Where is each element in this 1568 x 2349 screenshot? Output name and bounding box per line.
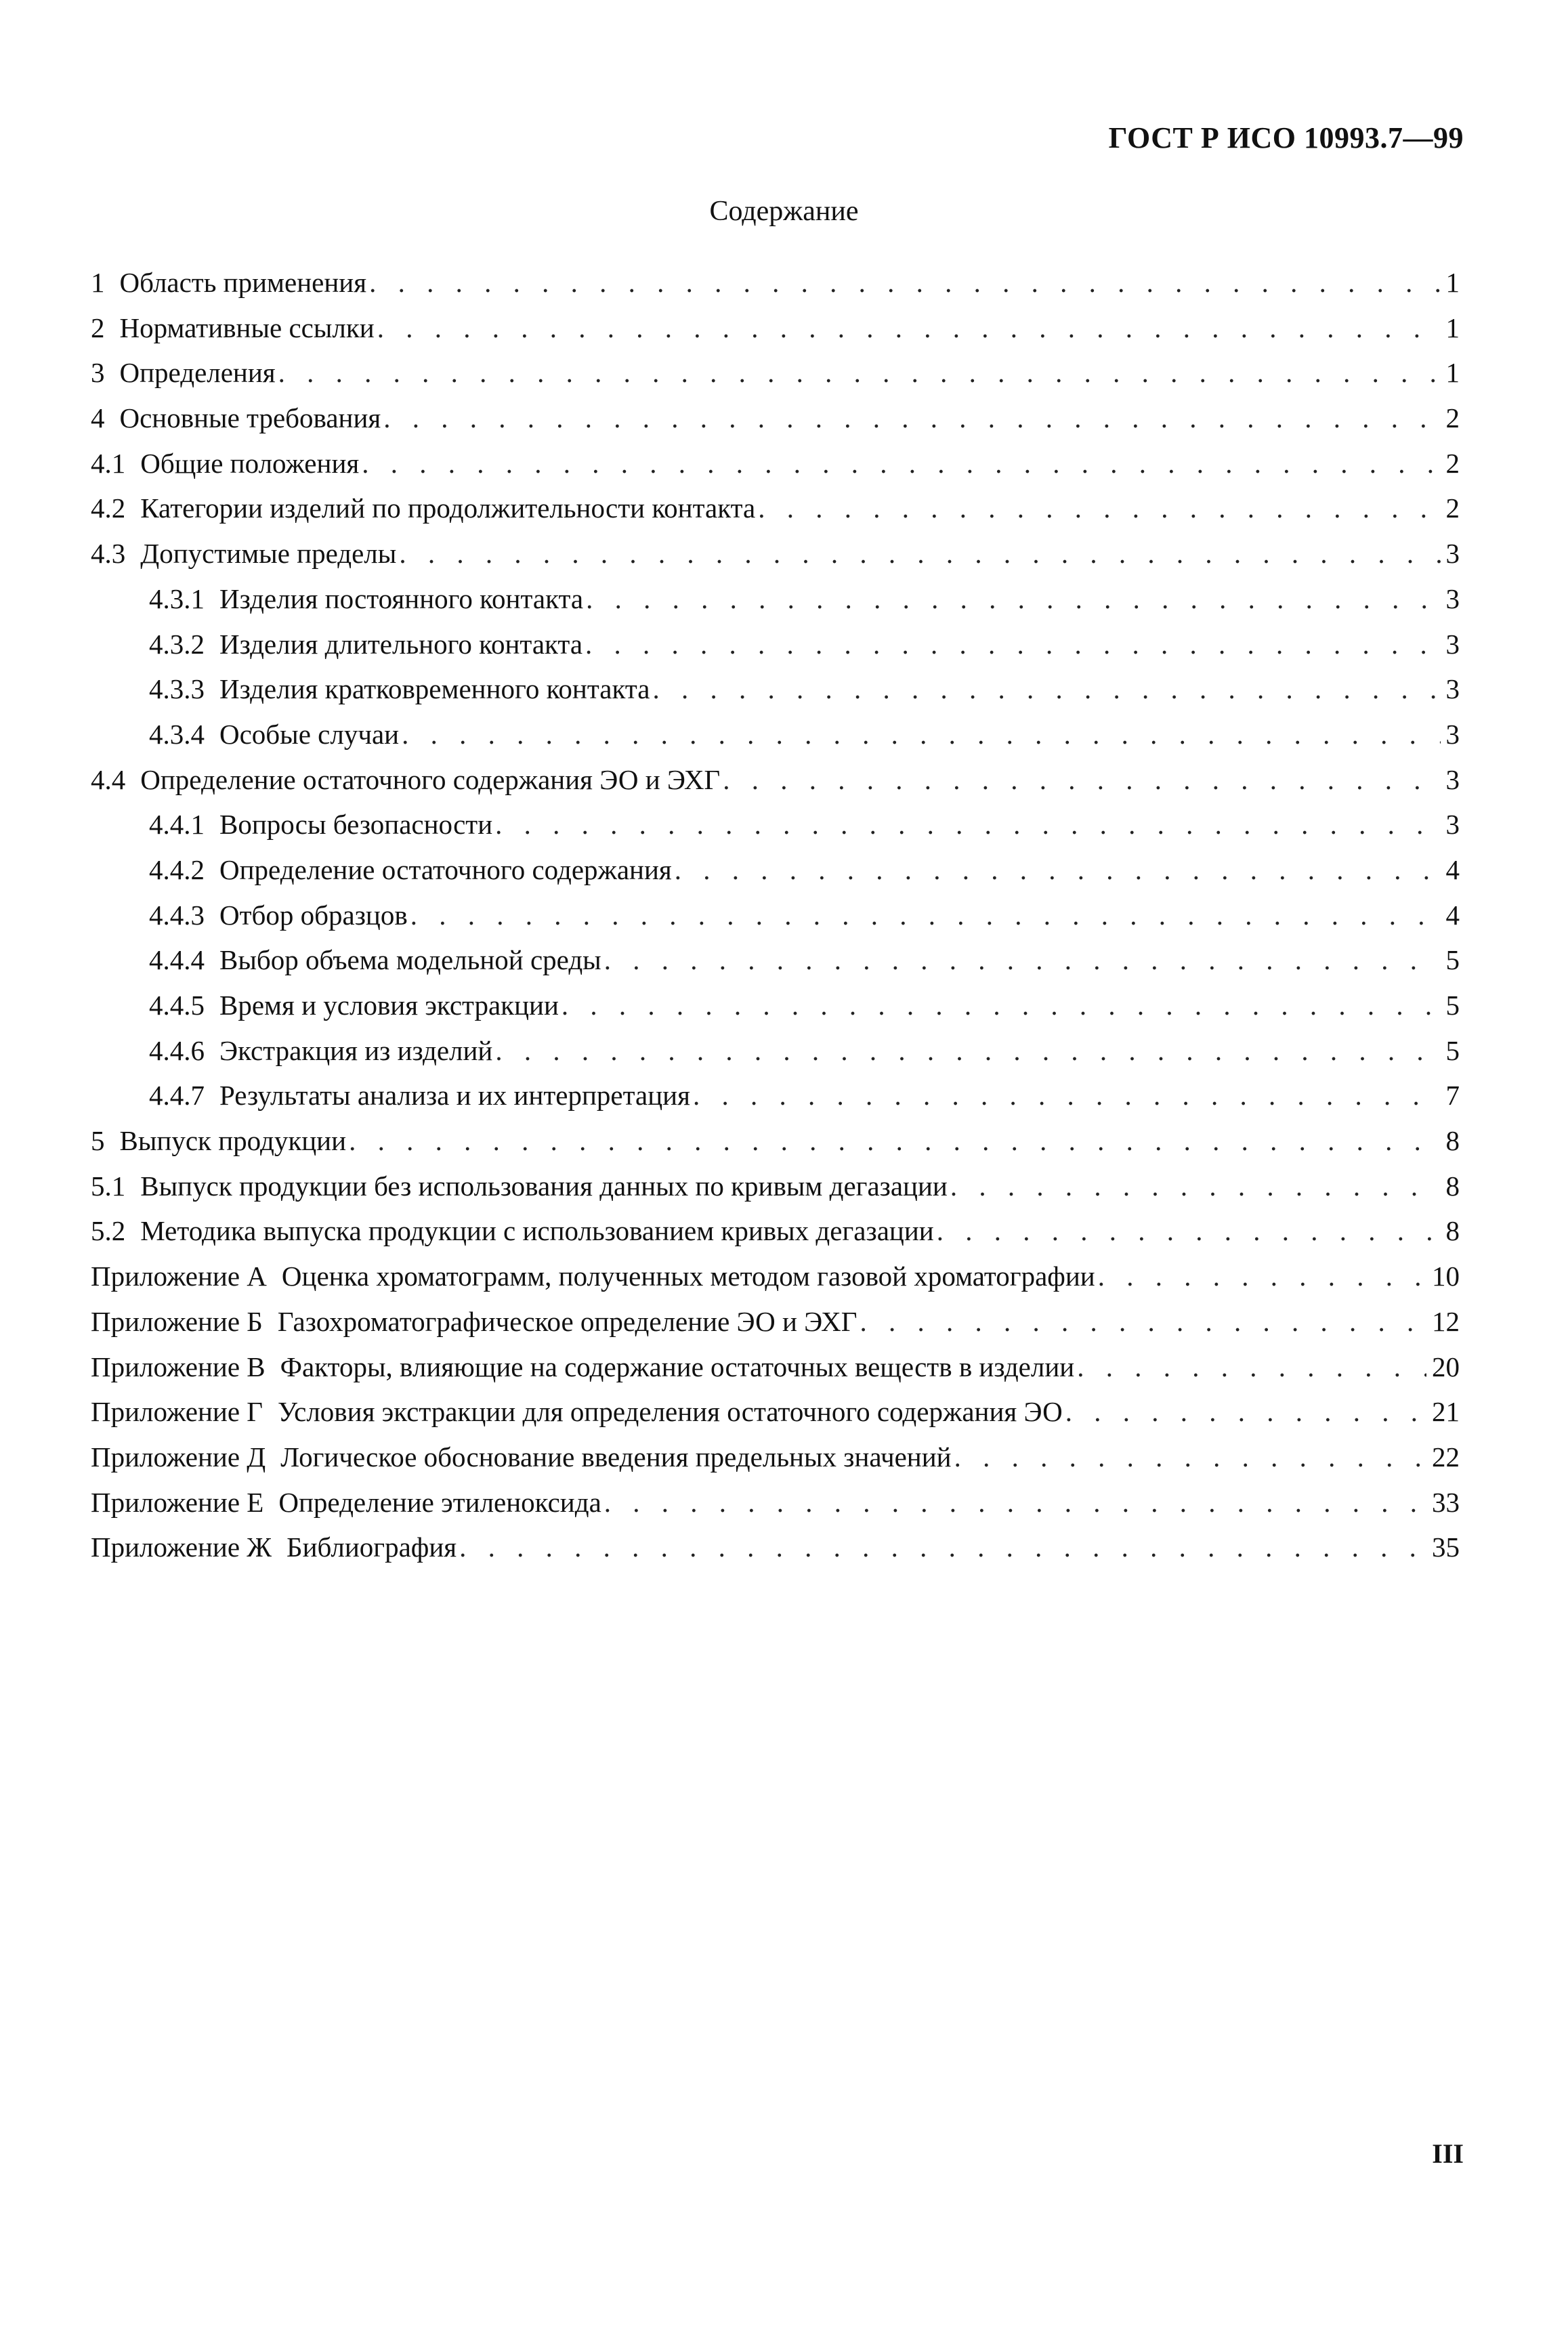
toc-entry-number: 5 — [91, 1125, 105, 1157]
toc-dot-leader — [937, 1208, 1441, 1254]
toc-entry[interactable] — [91, 1208, 1460, 1254]
toc-entry-label: Область применения — [119, 267, 367, 298]
toc-entry[interactable] — [91, 983, 1460, 1028]
toc-entry-number: 4.4.7 — [149, 1080, 205, 1112]
toc-entry-page: 1 — [1445, 312, 1460, 343]
toc-dot-leader — [693, 1073, 1441, 1118]
toc-dot-leader — [675, 847, 1441, 893]
toc-entry[interactable] — [91, 1028, 1460, 1074]
toc-entry-label: Вопросы безопасности — [219, 809, 493, 841]
toc-dot-leader — [402, 712, 1440, 757]
toc-entry[interactable] — [91, 712, 1460, 757]
toc-dot-leader — [1077, 1345, 1426, 1390]
toc-dot-leader — [459, 1525, 1426, 1570]
toc-entry-page: 8 — [1445, 1125, 1460, 1157]
toc-entry-number: 4.4.1 — [149, 809, 205, 841]
toc-entry-page: 20 — [1432, 1351, 1460, 1382]
toc-entry-number: 4.3.2 — [149, 628, 205, 660]
toc-entry-number: 4.2 — [91, 492, 126, 524]
toc-entry-page: 3 — [1445, 538, 1460, 570]
toc-dot-leader — [377, 305, 1441, 351]
toc-entry[interactable] — [91, 937, 1460, 983]
toc-entry-label: Газохроматографическое определение ЭО и ЭХГ — [277, 1305, 857, 1337]
toc-entry[interactable] — [91, 1525, 1460, 1570]
page-number: III — [1432, 2138, 1464, 2169]
toc-entry[interactable] — [91, 486, 1460, 531]
toc-title: Содержание — [709, 196, 859, 227]
toc-entry-page: 3 — [1445, 673, 1460, 705]
toc-entry-number: 4.3.3 — [149, 673, 205, 705]
toc-entry-label: Особые случаи — [219, 718, 400, 750]
toc-entry-page: 35 — [1432, 1531, 1460, 1563]
toc-entry-label: Категории изделий по продолжительности контакта — [140, 492, 756, 524]
toc-entry-number: 4.1 — [91, 447, 126, 479]
toc-entry-number: Приложение Г — [91, 1396, 263, 1428]
toc-entry[interactable] — [91, 350, 1460, 396]
toc-entry[interactable] — [91, 260, 1460, 305]
toc-entry[interactable] — [91, 1480, 1460, 1525]
toc-dot-leader — [1065, 1389, 1426, 1435]
toc-entry[interactable] — [91, 1299, 1460, 1345]
toc-entry-page: 4 — [1445, 853, 1460, 885]
toc-entry-page: 3 — [1445, 628, 1460, 660]
toc-entry-number: 4.3.1 — [149, 583, 205, 614]
toc-entry-number: 4.4 — [91, 763, 126, 795]
toc-entry-page: 2 — [1445, 447, 1460, 479]
toc-entry-page: 12 — [1432, 1305, 1460, 1337]
toc-entry-label: Выпуск продукции без использования данных по кривым дегазации — [140, 1170, 948, 1202]
toc-entry-label: Допустимые пределы — [140, 538, 397, 570]
toc-entry-label: Результаты анализа и их интерпретация — [219, 1080, 690, 1112]
toc-dot-leader — [495, 1028, 1440, 1074]
toc-dot-leader — [604, 937, 1441, 983]
toc-entry-page: 3 — [1445, 809, 1460, 841]
toc-entry-page: 5 — [1445, 1034, 1460, 1066]
toc-entry-page: 22 — [1432, 1441, 1460, 1473]
toc-dot-leader — [349, 1118, 1440, 1164]
toc-entry-label: Выбор объема модельной среды — [219, 944, 601, 976]
toc-entry[interactable] — [91, 1345, 1460, 1390]
toc-entry-number: 3 — [91, 357, 105, 389]
toc-entry-number: 4.4.6 — [149, 1034, 205, 1066]
toc-entry-page: 2 — [1445, 402, 1460, 434]
toc-entry-page: 10 — [1432, 1261, 1460, 1292]
toc-entry-label: Отбор образцов — [219, 899, 408, 931]
toc-entry-label: Изделия постоянного контакта — [219, 583, 584, 614]
toc-entry-page: 8 — [1445, 1170, 1460, 1202]
toc-entry-page: 4 — [1445, 899, 1460, 931]
toc-entry-number: Приложение А — [91, 1261, 267, 1292]
toc-entry-page: 2 — [1445, 492, 1460, 524]
toc-entry[interactable] — [91, 1389, 1460, 1435]
toc-entry[interactable] — [91, 802, 1460, 847]
toc-dot-leader — [561, 983, 1441, 1028]
toc-entry-label: Выпуск продукции — [119, 1125, 347, 1157]
toc-entry[interactable] — [91, 396, 1460, 441]
toc-entry-label: Основные требования — [119, 402, 381, 434]
toc-entry-label: Логическое обоснование введения предельных значений — [280, 1441, 952, 1473]
toc-dot-leader — [362, 441, 1440, 486]
toc-dot-leader — [585, 622, 1440, 667]
toc-entry-page: 1 — [1445, 267, 1460, 298]
toc-entry-number: Приложение Д — [91, 1441, 266, 1473]
toc-entry-number: 4.3 — [91, 538, 126, 570]
toc-entry-label: Общие положения — [140, 447, 360, 479]
toc-entry[interactable] — [91, 1254, 1460, 1299]
document-header: ГОСТ Р ИСО 10993.7—99 — [1108, 121, 1464, 154]
toc-entry-number: 1 — [91, 267, 105, 298]
toc-dot-leader — [586, 576, 1440, 622]
toc-entry-number: 2 — [91, 312, 105, 343]
toc-entry-label: Экстракция из изделий — [219, 1034, 493, 1066]
toc-dot-leader — [1098, 1254, 1426, 1299]
toc-entry-number: 4 — [91, 402, 105, 434]
toc-entry-page: 8 — [1445, 1215, 1460, 1247]
toc-entry-number: 4.4.4 — [149, 944, 205, 976]
toc-entry-label: Определение остаточного содержания ЭО и ЭХГ — [140, 763, 721, 795]
toc-entry-number: 4.3.4 — [149, 718, 205, 750]
toc-entry-label: Определение этиленоксида — [278, 1486, 601, 1518]
toc-entry[interactable] — [91, 531, 1460, 576]
toc-entry-number: Приложение Б — [91, 1305, 263, 1337]
toc-dot-leader — [278, 350, 1441, 396]
toc-entry-page: 21 — [1432, 1396, 1460, 1428]
toc-dot-leader — [399, 531, 1440, 576]
toc-dot-leader — [950, 1164, 1441, 1209]
toc-entry-number: Приложение В — [91, 1351, 266, 1382]
toc-list — [91, 260, 1460, 1570]
toc-entry-page: 1 — [1445, 357, 1460, 389]
toc-entry-page: 5 — [1445, 990, 1460, 1021]
toc-entry[interactable] — [91, 847, 1460, 893]
toc-entry[interactable] — [91, 305, 1460, 351]
toc-entry-label: Время и условия экстракции — [219, 990, 559, 1021]
toc-entry-number: 5.2 — [91, 1215, 126, 1247]
toc-entry-number: 4.4.2 — [149, 853, 205, 885]
toc-entry-page: 5 — [1445, 944, 1460, 976]
toc-entry[interactable] — [91, 1164, 1460, 1209]
toc-entry[interactable] — [91, 1435, 1460, 1480]
toc-entry[interactable] — [91, 622, 1460, 667]
toc-dot-leader — [954, 1435, 1426, 1480]
toc-entry-page: 3 — [1445, 583, 1460, 614]
toc-dot-leader — [369, 260, 1440, 305]
toc-entry-label: Нормативные ссылки — [119, 312, 375, 343]
toc-entry[interactable] — [91, 1118, 1460, 1164]
toc-entry-label: Методика выпуска продукции с использованием кривых дегазации — [140, 1215, 934, 1247]
toc-dot-leader — [652, 666, 1440, 712]
toc-entry-label: Изделия кратковременного контакта — [219, 673, 650, 705]
toc-entry[interactable] — [91, 666, 1460, 712]
toc-dot-leader — [410, 893, 1441, 938]
toc-entry[interactable] — [91, 1073, 1460, 1118]
toc-entry-label: Факторы, влияющие на содержание остаточных веществ в изделии — [280, 1351, 1075, 1382]
toc-entry-page: 3 — [1445, 718, 1460, 750]
toc-entry-label: Оценка хроматограмм, полученных методом газовой хроматографии — [281, 1261, 1095, 1292]
toc-dot-leader — [758, 486, 1440, 531]
toc-entry[interactable] — [91, 757, 1460, 803]
toc-entry[interactable] — [91, 576, 1460, 622]
toc-entry[interactable] — [91, 893, 1460, 938]
toc-entry-page: 33 — [1432, 1486, 1460, 1518]
toc-entry-number: 4.4.5 — [149, 990, 205, 1021]
toc-entry-number: 4.4.3 — [149, 899, 205, 931]
toc-entry-label: Определения — [119, 357, 276, 389]
toc-dot-leader — [495, 802, 1440, 847]
toc-entry-label: Определение остаточного содержания — [219, 853, 672, 885]
toc-entry-label: Изделия длительного контакта — [219, 628, 583, 660]
toc-entry-label: Условия экстракции для определения остаточного содержания ЭО — [278, 1396, 1063, 1428]
toc-entry[interactable] — [91, 441, 1460, 486]
toc-dot-leader — [723, 757, 1440, 803]
toc-entry-number: Приложение Е — [91, 1486, 264, 1518]
toc-entry-page: 3 — [1445, 763, 1460, 795]
toc-entry-number: 5.1 — [91, 1170, 126, 1202]
toc-dot-leader — [383, 396, 1440, 441]
toc-dot-leader — [860, 1299, 1426, 1345]
toc-entry-page: 7 — [1445, 1080, 1460, 1112]
toc-entry-label: Библиография — [287, 1531, 457, 1563]
toc-dot-leader — [604, 1480, 1426, 1525]
toc-entry-number: Приложение Ж — [91, 1531, 272, 1563]
